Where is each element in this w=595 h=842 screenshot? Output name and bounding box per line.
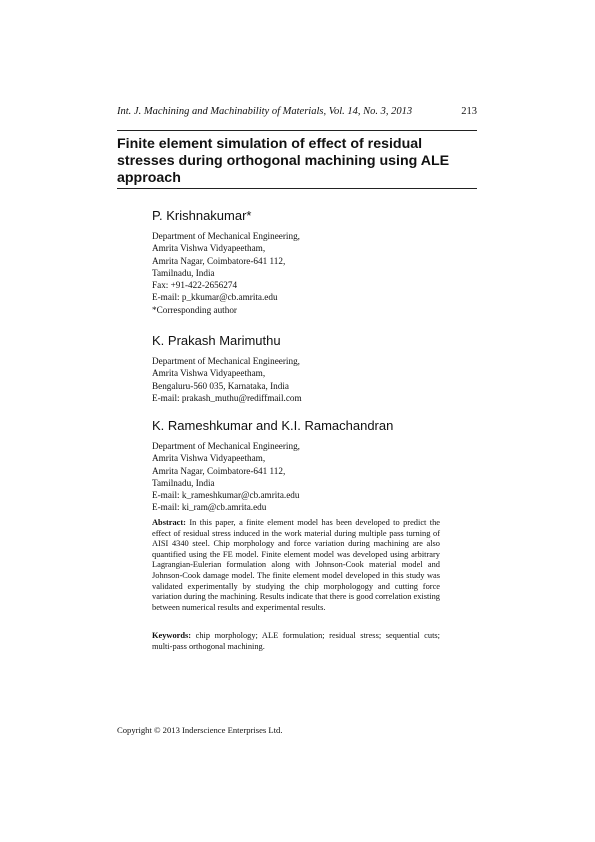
page-number: 213 xyxy=(461,106,477,117)
affiliation-line: Department of Mechanical Engineering, xyxy=(152,356,300,366)
affiliation-line: Amrita Vishwa Vidyapeetham, xyxy=(152,368,266,379)
running-header xyxy=(117,106,477,117)
abstract-text: In this paper, a finite element model has been developed to predict the effect of residual stress induced in the work material during multiple pass turning of AISI 4340 steel. Chip morphology and force variation during machining are also quantified using the FE model. Finite element model was developed using arbitrary Lagrangian-Eulerian formulation along with Johnson-Cook material model and Johnson-Cook damage model. The finite element model developed in this study was validated experimentally by studying the chip morphologogy and cutting force variation during the machining. Results indicate that there is good correlation existing between numerical results and experimental results. xyxy=(152,518,441,612)
title-top-rule xyxy=(117,130,477,131)
fax-line: Fax: +91-422-2656274 xyxy=(152,280,238,291)
title-bottom-rule xyxy=(117,188,477,189)
corresponding-author-note: *Corresponding author xyxy=(152,304,237,315)
affiliation-line: Bengaluru-560 035, Karnataka, India xyxy=(152,380,290,391)
affiliation-line: Amrita Nagar, Coimbatore-641 112, xyxy=(152,465,286,476)
author-name: K. Rameshkumar and K.I. Ramachandran xyxy=(152,418,394,433)
affiliation-line: Amrita Vishwa Vidyapeetham, xyxy=(152,243,266,254)
author-name: P. Krishnakumar* xyxy=(152,208,252,223)
affiliation-line: Amrita Vishwa Vidyapeetham, xyxy=(152,453,266,464)
keywords xyxy=(152,631,440,652)
affiliation-line: Tamilnadu, India xyxy=(152,267,215,278)
abstract-label: Abstract: xyxy=(152,518,186,527)
copyright-notice: Copyright © 2013 Inderscience Enterprises Ltd. xyxy=(117,725,283,735)
abstract xyxy=(152,518,440,613)
paper-title: Finite element simulation of effect of residual stresses during orthogonal machining using ALE approach xyxy=(117,136,450,186)
affiliation-line: Department of Mechanical Engineering, xyxy=(152,441,300,451)
affiliation-line: Department of Mechanical Engineering, xyxy=(152,231,300,241)
keywords-text: chip morphology; ALE formulation; residual stress; sequential cuts; multi-pass orthogonal machining. xyxy=(152,631,441,651)
keywords-label: Keywords: xyxy=(152,631,192,640)
email-line: E-mail: ki_ram@cb.amrita.edu xyxy=(152,502,267,513)
author-block-3 xyxy=(152,418,472,514)
email-line: E-mail: p_kkumar@cb.amrita.edu xyxy=(152,292,278,303)
journal-citation: Int. J. Machining and Machinability of Materials, Vol. 14, No. 3, 2013 xyxy=(117,106,413,117)
email-line: E-mail: k_rameshkumar@cb.amrita.edu xyxy=(152,490,300,501)
email-line: E-mail: prakash_muthu@rediffmail.com xyxy=(152,392,302,403)
affiliation-line: Amrita Nagar, Coimbatore-641 112, xyxy=(152,255,286,266)
author-name: K. Prakash Marimuthu xyxy=(152,333,281,348)
affiliation-line: Tamilnadu, India xyxy=(152,477,215,488)
author-block-1 xyxy=(152,208,472,316)
author-block-2 xyxy=(152,333,472,404)
